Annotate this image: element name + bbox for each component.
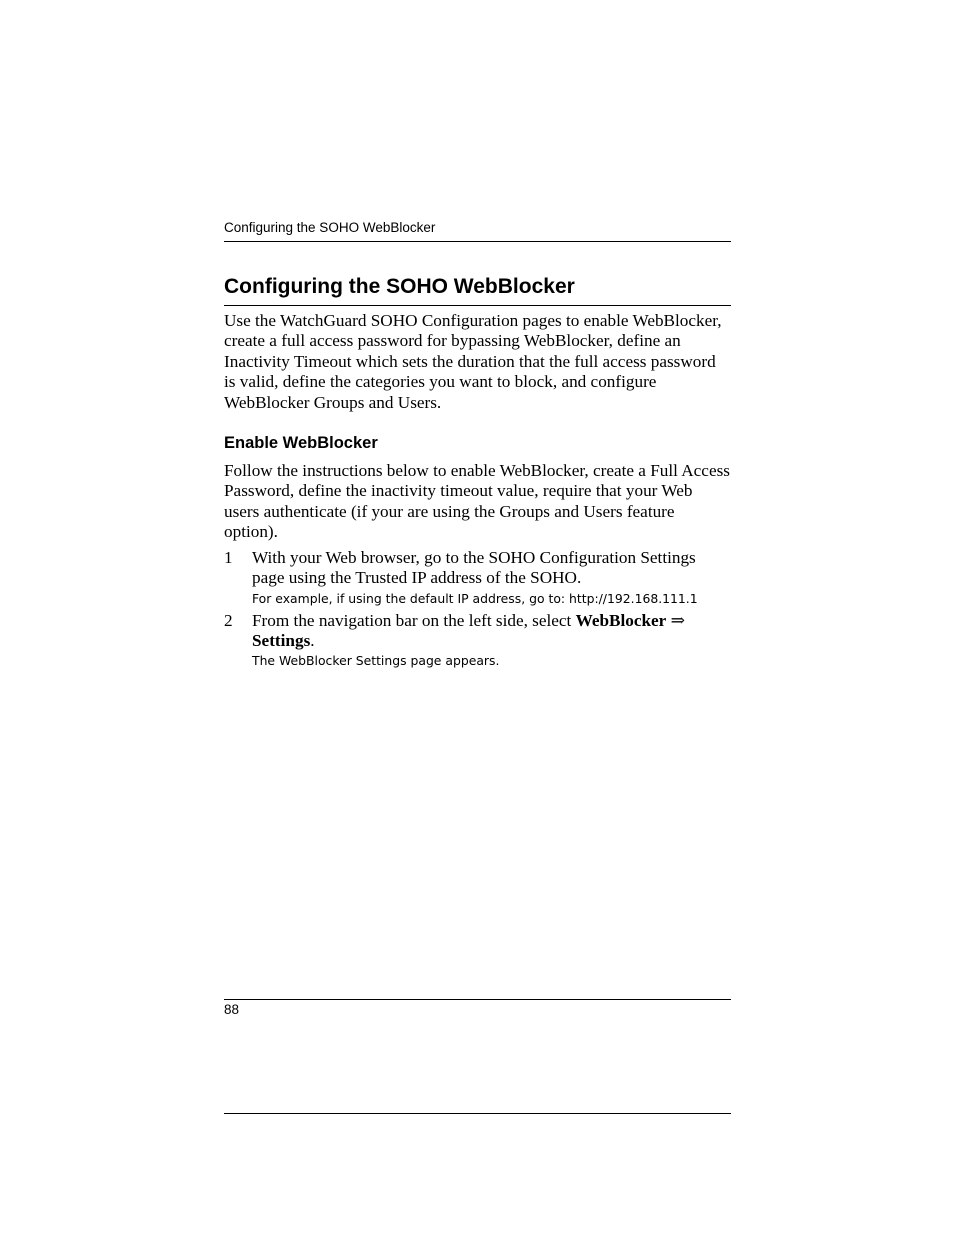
menu-arrow: ⇒: [666, 611, 686, 630]
header-rule: [224, 241, 731, 242]
document-page: [224, 0, 731, 1235]
menu-webblocker: WebBlocker: [575, 611, 667, 630]
step-2-text-after: .: [310, 631, 315, 651]
step-2-note: The WebBlocker Settings page appears.: [252, 653, 500, 668]
intro-paragraph: Use the WatchGuard SOHO Configuration pages to enable WebBlocker, create a full access password for bypassing WebBlocker, define an Inactivity Timeout which sets the duration that the full access password is valid, define the categories you want to block, and configure WebBlocker Groups and Users.: [224, 311, 722, 412]
footer-rule-top: [224, 999, 731, 1000]
section-title: Configuring the SOHO WebBlocker: [224, 275, 575, 298]
running-header: Configuring the SOHO WebBlocker: [224, 220, 436, 235]
instructions-paragraph: Follow the instructions below to enable WebBlocker, create a Full Access Password, define the inactivity timeout value, require that your Web users authenticate (if your are using the Groups and Users feature option).: [224, 461, 730, 542]
step-1-text: With your Web browser, go to the SOHO Configuration Settings page using the Trusted IP address of the SOHO.: [252, 548, 696, 588]
step-2-text: [252, 611, 731, 652]
step-2-number: 2: [224, 611, 233, 630]
subsection-title: Enable WebBlocker: [224, 434, 378, 452]
page-number: 88: [224, 1002, 240, 1017]
menu-settings: Settings: [252, 631, 311, 651]
footer-rule-bottom: [224, 1113, 731, 1114]
section-title-rule: [224, 305, 731, 306]
step-1-note: For example, if using the default IP address, go to: http://192.168.111.1: [252, 591, 698, 606]
step-1-number: 1: [224, 548, 233, 567]
step-2-text-before: From the navigation bar on the left side, select: [252, 611, 576, 630]
